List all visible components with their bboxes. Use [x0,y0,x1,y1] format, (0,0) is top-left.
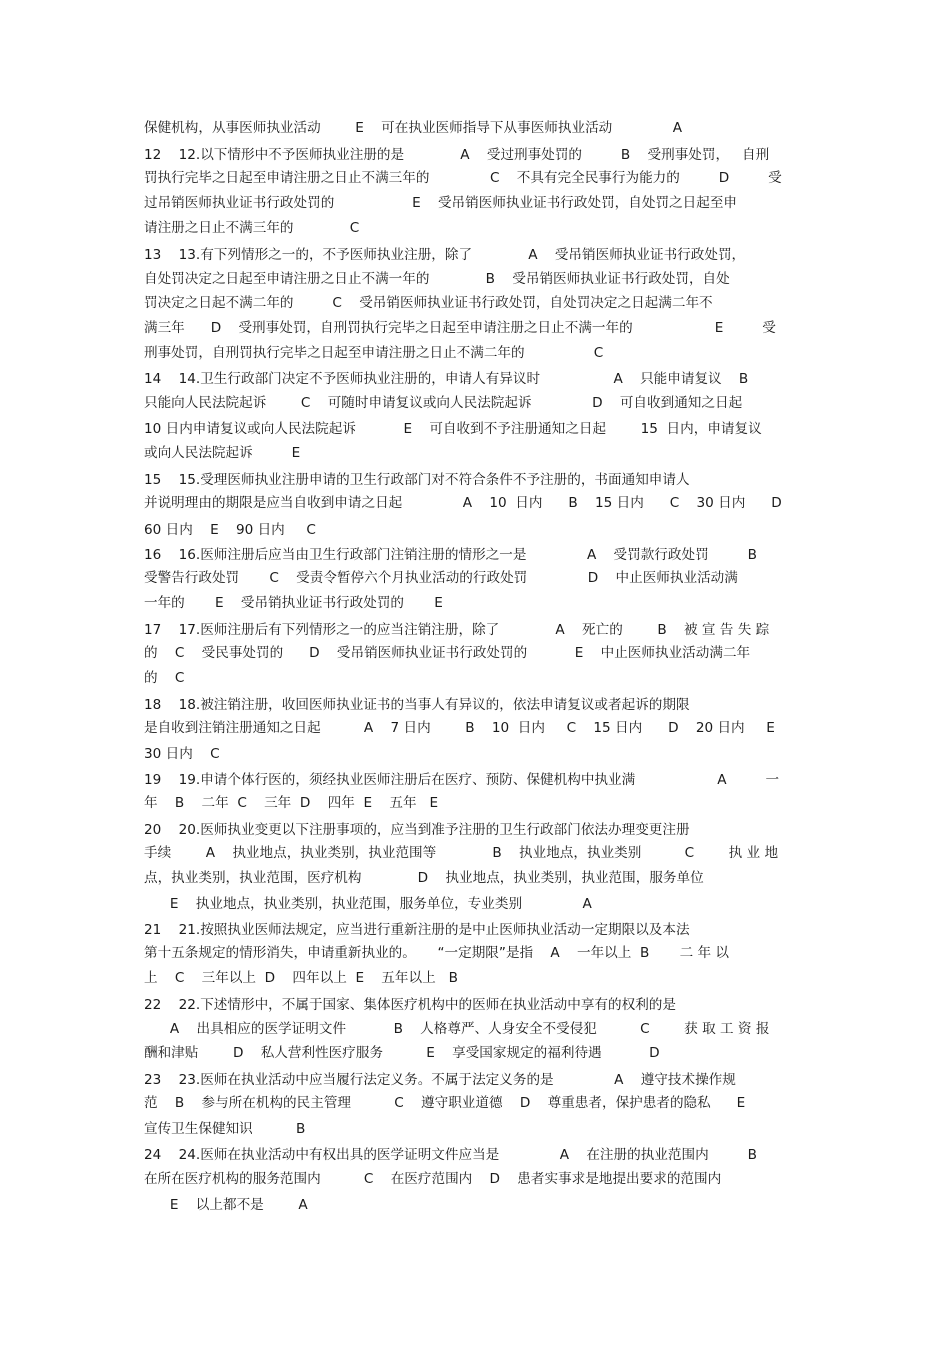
text-line: 宣传卫生保健知识 B [144,1121,306,1137]
text-line: 20 20.医师执业变更以下注册事项的，应当到准予注册的卫生行政部门依法办理变更注册 [144,822,690,838]
text-line: 16 16.医师注册后应当由卫生行政部门注销注册的情形之一是 A 受罚款行政处罚 B [144,547,757,563]
text-line: 范 B 参与所在机构的民主管理 C 遵守职业道德 D 尊重患者，保护患者的隐私 E [144,1095,746,1111]
text-line: 在所在医疗机构的服务范围内 C 在医疗范围内 D 患者实事求是地提出要求的范围内 [144,1171,722,1187]
text-line: E 执业地点，执业类别，执业范围，服务单位，专业类别 A [144,896,592,912]
text-line: 手续 A 执业地点，执业类别，执业范围等 B 执业地点，执业类别 C 执 业 地 [144,845,779,861]
text-line: 14 14.卫生行政部门决定不予医师执业注册的，申请人有异议时 A 只能申请复议 B [144,371,749,387]
text-line: 19 19.申请个体行医的，须经执业医师注册后在医疗、预防、保健机构中执业满 A 一 [144,772,780,788]
text-line: 18 18.被注销注册，收回医师执业证书的当事人有异议的，依法申请复议或者起诉的期限 [144,697,690,713]
text-line: 13 13.有下列情形之一的，不予医师执业注册，除了 A 受吊销医师执业证书行政处罚， [144,247,746,263]
text-line: 请注册之日止不满三年的 C [144,220,360,236]
text-line: E 以上都不是 A [144,1197,308,1213]
text-line: 并说明理由的期限是应当自收到申请之日起 A 10 日内 B 15 日内 C 30 日内 D [144,495,782,511]
text-line: 第十五条规定的情形消失，申请重新执业的。 “一定期限”是指 A 一年以上 B 二 年 以 [144,945,730,961]
text-line: 罚决定之日起不满二年的 C 受吊销医师执业证书行政处罚，自处罚决定之日起满二年不 [144,295,713,311]
text-line: 是自收到注销注册通知之日起 A 7 日内 B 10 日内 C 15 日内 D 20 日内 E [144,720,775,736]
text-line: 的 C [144,670,185,686]
text-line: 满三年 D 受刑事处罚，自刑罚执行完毕之日起至申请注册之日止不满一年的 E 受 [144,320,776,336]
text-line: 17 17.医师注册后有下列情形之一的应当注销注册，除了 A 死亡的 B 被 宣 告 失 踪 [144,622,770,638]
text-line: 21 21.按照执业医师法规定，应当进行重新注册的是中止医师执业活动一定期限以及本法 [144,922,690,938]
text-line: 只能向人民法院起诉 C 可随时申请复议或向人民法院起诉 D 可自收到通知之日起 [144,395,743,411]
text-line: 上 C 三年以上 D 四年以上 E 五年以上 B [144,970,458,986]
text-line: 一年的 E 受吊销执业证书行政处罚的 E [144,595,443,611]
text-line: 24 24.医师在执业活动中有权出具的医学证明文件应当是 A 在注册的执业范围内 B [144,1147,757,1163]
text-line: 或向人民法院起诉 E [144,445,301,461]
text-line: 12 12.以下情形中不予医师执业注册的是 A 受过刑事处罚的 B 受刑事处罚， 自刑 [144,147,770,163]
text-line: 30 日内 C [144,746,220,762]
text-line: 酬和津贴 D 私人营利性医疗服务 E 享受国家规定的福利待遇 D [144,1045,660,1061]
text-line: 受警告行政处罚 C 受责令暂停六个月执业活动的行政处罚 D 中止医师执业活动满 [144,570,738,586]
text-line: 保健机构，从事医师执业活动 E 可在执业医师指导下从事医师执业活动 A [144,120,683,136]
text-line: 刑事处罚，自刑罚执行完毕之日起至申请注册之日止不满二年的 C [144,345,604,361]
text-line: 60 日内 E 90 日内 C [144,522,316,538]
text-line: 点，执业类别，执业范围，医疗机构 D 执业地点，执业类别，执业范围，服务单位 [144,870,704,886]
text-line: 年 B 二年 C 三年 D 四年 E 五年 E [144,795,439,811]
text-line: 23 23.医师在执业活动中应当履行法定义务。不属于法定义务的是 A 遵守技术操作规 [144,1072,736,1088]
text-line: 10 日内申请复议或向人民法院起诉 E 可自收到不予注册通知之日起 15 日内，申请复议 [144,421,762,437]
text-line: 自处罚决定之日起至申请注册之日止不满一年的 B 受吊销医师执业证书行政处罚，自处 [144,271,730,287]
text-line: A 出具相应的医学证明文件 B 人格尊严、人身安全不受侵犯 C 获 取 工 资 报 [144,1021,770,1037]
text-line: 罚执行完毕之日起至申请注册之日止不满三年的 C 不具有完全民事行为能力的 D 受 [144,170,782,186]
text-line: 过吊销医师执业证书行政处罚的 E 受吊销医师执业证书行政处罚，自处罚之日起至申 [144,195,738,211]
text-line: 15 15.受理医师执业注册申请的卫生行政部门对不符合条件不予注册的，书面通知申请人 [144,472,690,488]
text-line: 的 C 受民事处罚的 D 受吊销医师执业证书行政处罚的 E 中止医师执业活动满二年 [144,645,751,661]
text-line: 22 22.下述情形中，不属于国家、集体医疗机构中的医师在执业活动中享有的权利的是 [144,997,676,1013]
